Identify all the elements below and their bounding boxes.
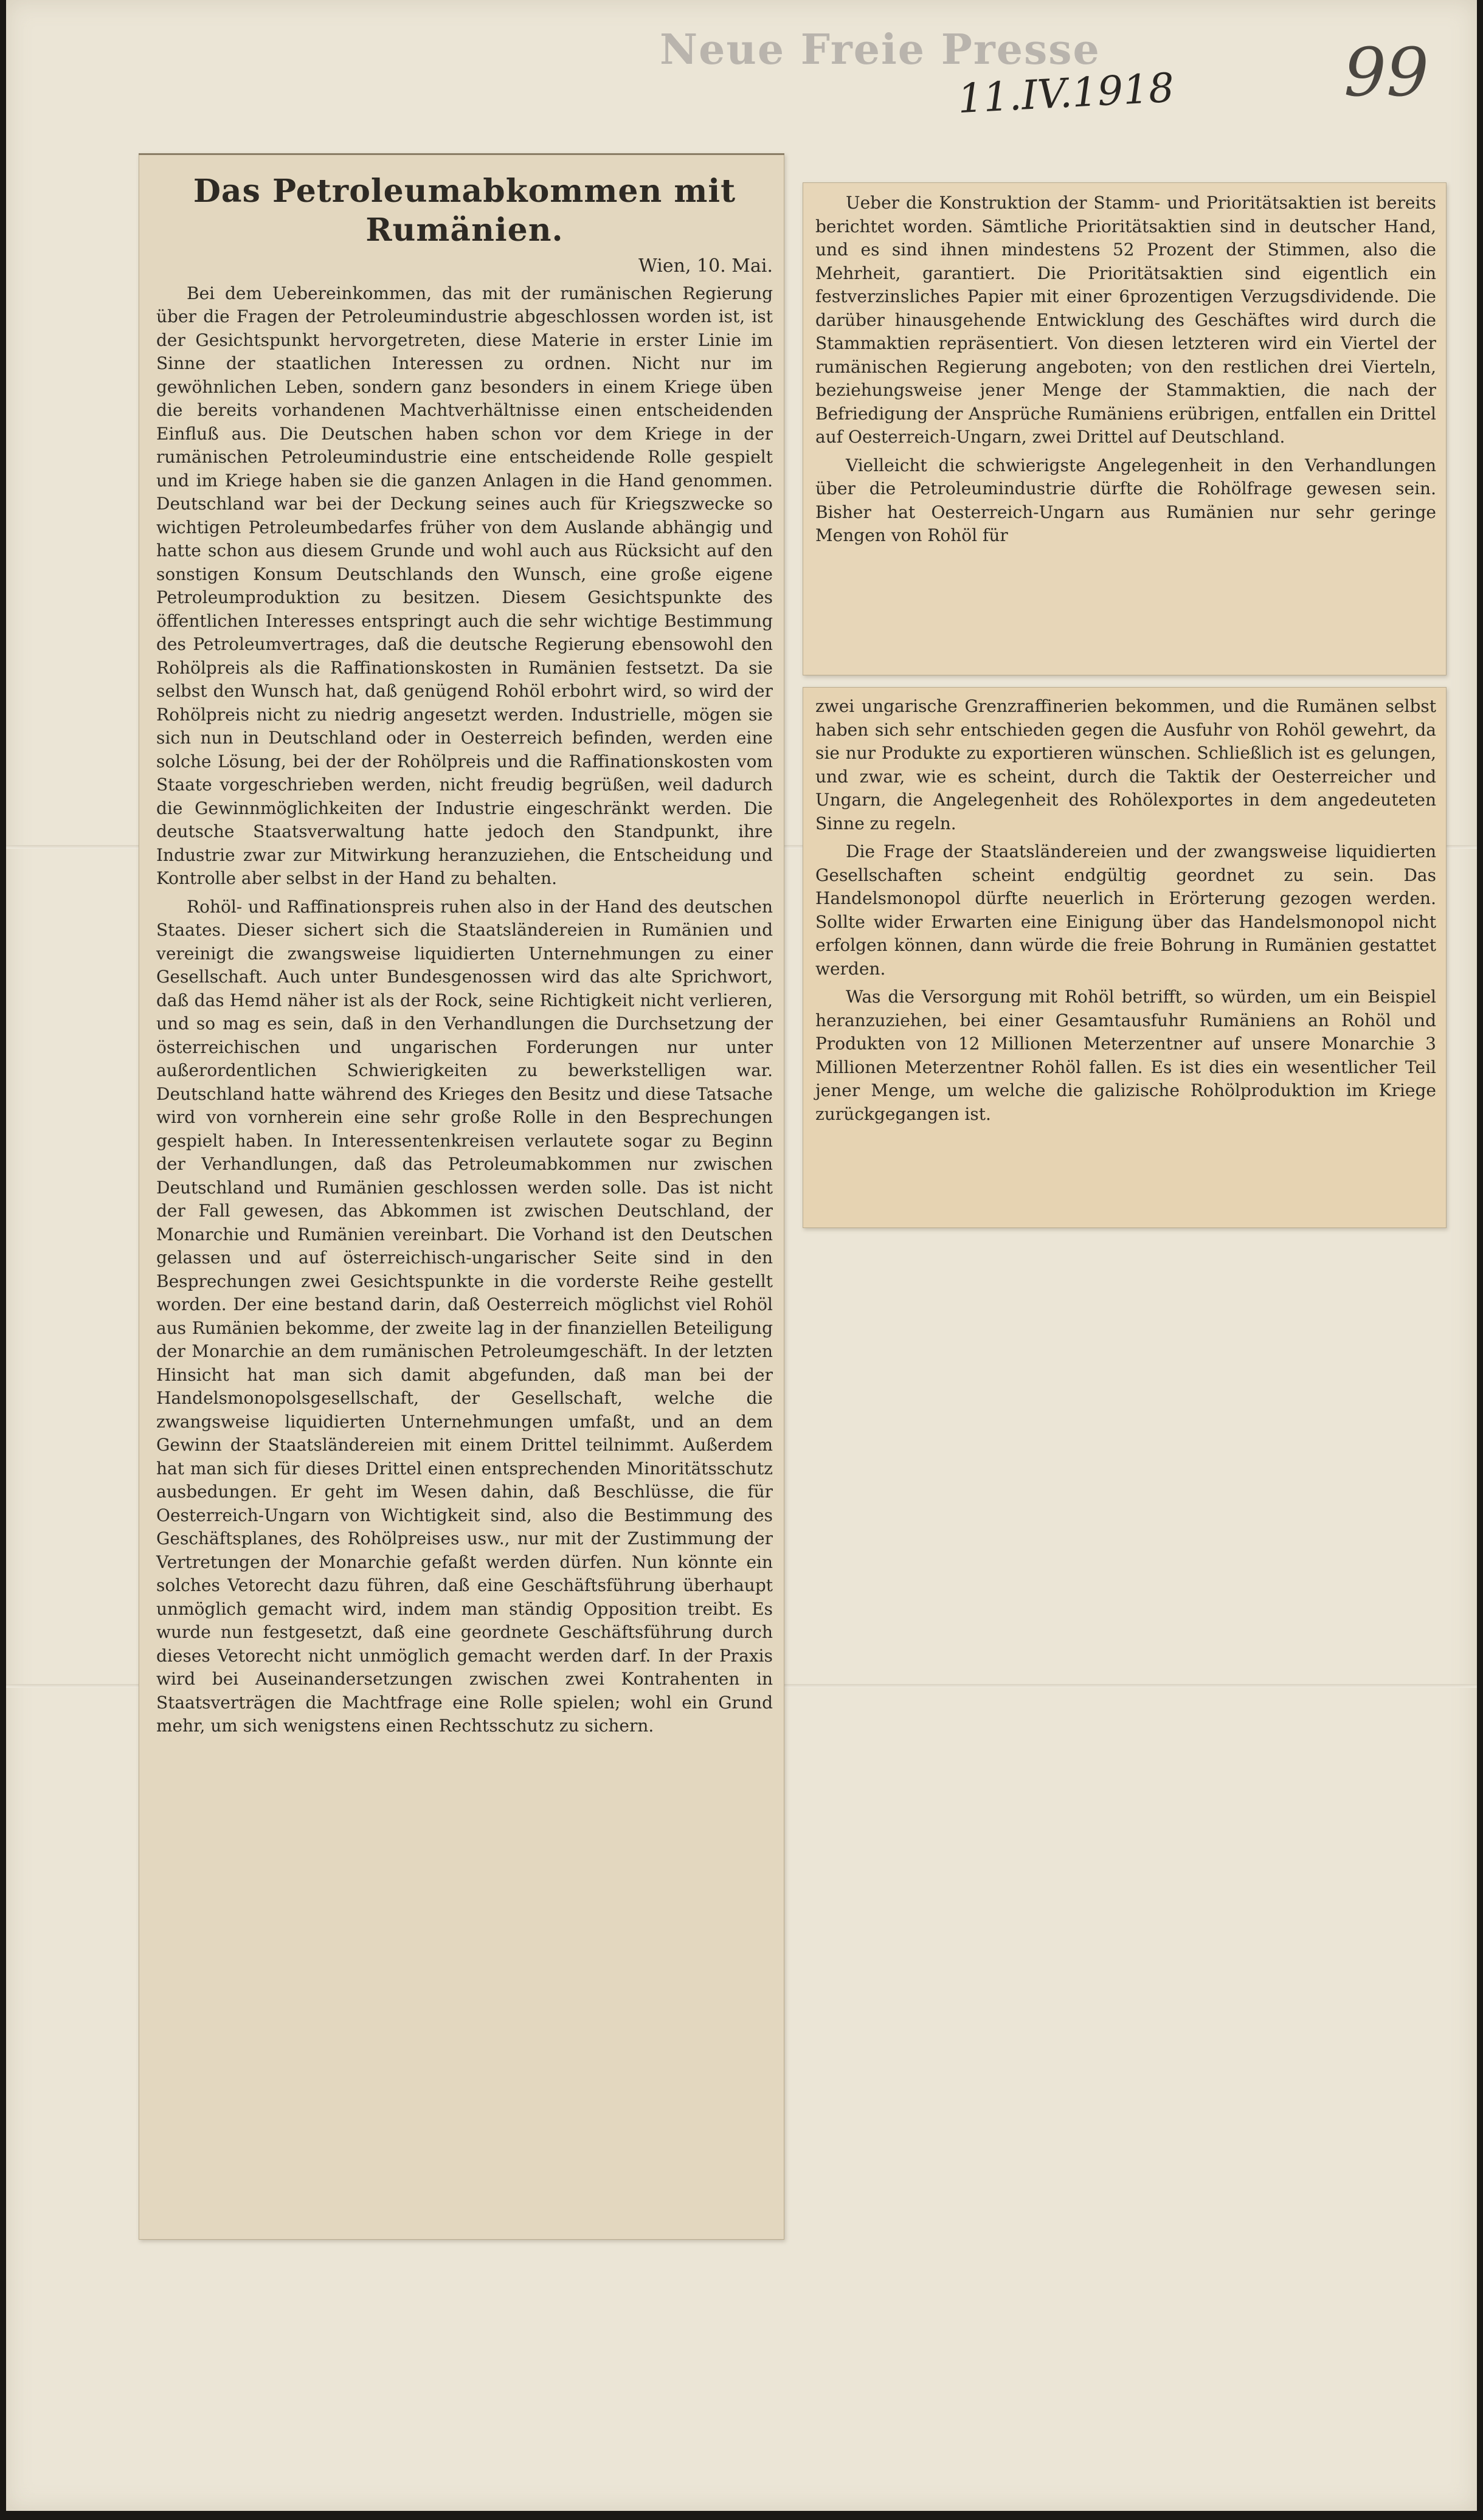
article-clipping-right-bottom bbox=[803, 687, 1447, 1228]
article-paragraph: Rohöl- und Raffinationspreis ruhen also in der Hand des deutschen Staates. Dieser sichert sich die Staatsländereien in Rumänien und vereinigt die zwangsweise liquidierten Unternehmungen zu einer Gesellschaft. Auch unter Bundesgenossen wird das alte Sprichwort, daß das Hemd näher ist als der Rock, seine Richtigkeit nicht verlieren, und so mag es sein, daß in den Verhandlungen die Durchsetzung der österreichischen und ungarischen Forderungen nur unter außerordentlichen Schwierigkeiten zu bewerkstelligen war. Deutschland hatte während des Krieges den Besitz und diese Tatsache wird von vornherein eine sehr große Rolle in den Besprechungen gespielt haben. In Interessentenkreisen verlautete sogar zu Beginn der Verhandlungen, daß das Petroleumabkommen nur zwischen Deutschland und Rumänien geschlossen werden solle. Das ist nicht der Fall gewesen, das Abkommen ist zwischen Deutschland, der Monarchie und Rumänien vereinbart. Die Vorhand ist den Deutschen gelassen und auf österreichisch-ungarischer Seite sind in den Besprechungen zwei Gesichtspunkte in die vorderste Reihe gestellt worden. Der eine bestand darin, daß Oesterreich möglichst viel Rohöl aus Rumänien bekomme, der zweite lag in der finanziellen Beteiligung der Monarchie an dem rumänischen Petroleumgeschäft. In der letzten Hinsicht hat man sich damit abgefunden, daß man bei der Handelsmonopolsgesellschaft, der Gesellschaft, welche die zwangsweise liquidierten Unternehmungen umfaßt, und an dem Gewinn der Staatsländereien mit einem Drittel teilnimmt. Außerdem hat man sich für dieses Drittel einen entsprechenden Minoritätsschutz ausbedungen. Er geht im Wesen dahin, daß Beschlüsse, die für Oesterreich-Ungarn von Wichtigkeit sind, also die Bestimmung des Geschäftsplanes, des Rohölpreises usw., nur mit der Zustimmung der Vertretungen der Monarchie gefaßt werden dürfen. Nun könnte ein solches Vetorecht dazu führen, daß eine Geschäftsführung überhaupt unmöglich gemacht wird, indem man ständig Opposition treibt. Es wurde nun festgesetzt, daß eine geordnete Geschäftsführung durch dieses Vetorecht nicht unmöglich gemacht werden darf. In der Praxis wird bei Auseinandersetzungen zwischen zwei Kontrahenten in Staatsverträgen die Machtfrage eine Rolle spielen; wohl ein Grund mehr, um sich wenigstens einen Rechtsschutz zu sichern. bbox=[156, 896, 773, 1736]
article-paragraph: Bei dem Uebereinkommen, das mit der rumänischen Regierung über die Fragen der Petroleumindustrie abgeschlossen worden ist, ist der Gesichtspunkt hervorgetreten, diese Materie in erster Linie im Sinne der staatlichen Interessen zu ordnen. Nicht nur im gewöhnlichen Leben, sondern ganz besonders in einem Kriege üben die bereits vorhandenen Machtverhältnisse einen entscheidenden Einfluß aus. Die Deutschen haben schon vor dem Kriege in der rumänischen Petroleumindustrie eine entscheidende Rolle gespielt und im Kriege haben sie die ganzen Anlagen in die Hand genommen. Deutschland war bei der Deckung seines auch für Kriegszwecke so wichtigen Petroleumbedarfes früher von dem Auslande abhängig und hatte schon aus diesem Grunde und wohl auch aus Rücksicht auf den sonstigen Konsum Deutschlands den Wunsch, eine große eigene Petroleumproduktion zu besitzen. Diesem Gesichtspunkte des öffentlichen Interesses entspringt auch die sehr wichtige Bestimmung des Petroleumvertrages, daß die deutsche Regierung ebensowohl den Rohölpreis als die Raffinationskosten in Rumänien festsetzt. Da sie selbst den Wunsch hat, daß genügend Rohöl erbohrt wird, so wird der Rohölpreis nicht zu niedrig angesetzt werden. Industrielle, mögen sie sich nun in Deutschland oder in Oesterreich befinden, werden eine solche Lösung, bei der der Rohölpreis und die Raffinationskosten vom Staate vorgeschrieben werden, nicht freudig begrüßen, weil dadurch die Gewinnmöglichkeiten der Industrie eingeschränkt werden. Die deutsche Staatsverwaltung hatte jedoch den Standpunkt, ihre Industrie zwar zur Mitwirkung heranzuziehen, die Entscheidung und Kontrolle aber selbst in der Hand zu behalten. bbox=[156, 283, 773, 888]
article-dateline: Wien, 10. Mai. bbox=[638, 255, 773, 277]
article-clipping-right-top bbox=[803, 182, 1447, 675]
article-paragraph: Die Frage der Staatsländereien und der zwangsweise liquidierten Gesellschaften scheint endgültig geordnet zu sein. Das Handelsmonopol dürfte neuerlich in Erörterung gezogen werden. Sollte wider Erwarten eine Einigung über das Handelsmonopol nicht erfolgen können, dann würde die freie Bohrung in Rumänien gestattet werden. bbox=[815, 841, 1436, 979]
article-clipping-left bbox=[139, 153, 784, 2240]
page-number: 99 bbox=[1344, 33, 1429, 111]
article-paragraph: Vielleicht die schwierigste Angelegenheit in den Verhandlungen über die Petroleumindustrie dürfte die Rohölfrage gewesen sein. Bisher hat Oesterreich-Ungarn aus Rumänien nur sehr geringe Mengen von Rohöl für bbox=[815, 455, 1436, 545]
article-paragraph: Was die Versorgung mit Rohöl betrifft, so würden, um ein Beispiel heranzuziehen, bei einer Gesamtausfuhr Rumäniens an Rohöl und Produkten von 12 Millionen Meterzentner auf unsere Monarchie 3 Millionen Meterzentner Rohöl fallen. Es ist dies ein wesentlicher Teil jener Menge, um welche die galizische Rohölproduktion im Kriege zurückgegangen ist. bbox=[815, 987, 1436, 1124]
handwritten-date: 11.IV.1918 bbox=[956, 64, 1175, 123]
newspaper-stamp: Neue Freie Presse bbox=[660, 26, 1101, 74]
article-headline: Das Petroleumabkommen mit Rumänien. bbox=[193, 173, 736, 249]
article-paragraph: zwei ungarische Grenzraffinerien bekommen, und die Rumänen selbst haben sich sehr entschieden gegen die Ausfuhr von Rohöl gewehrt, da sie nur Produkte zu exportieren wünschen. Schließlich ist es gelungen, und zwar, wie es scheint, durch die Taktik der Oesterreicher und Ungarn, die Angelegenheit des Rohölexportes in dem angedeuteten Sinne zu regeln. bbox=[815, 696, 1436, 834]
article-paragraph: Ueber die Konstruktion der Stamm- und Prioritätsaktien ist bereits berichtet worden. Sämtliche Prioritätsaktien sind in deutscher Hand, und es sind ihnen mindestens 52 Prozent der Stimmen, also die Mehrheit, garantiert. Die Prioritätsaktien sind eigentlich ein festverzinsliches Papier mit einer 6prozentigen Verzugsdividende. Die darüber hinausgehende Entwicklung des Geschäftes wird durch die Stammaktien repräsentiert. Von diesen letzteren wird ein Viertel der rumänischen Regierung angeboten; von den restlichen drei Vierteln, beziehungsweise jener Menge der Stammaktien, die nach der Befriedigung der Ansprüche Rumäniens erübrigen, entfallen ein Drittel auf Oesterreich-Ungarn, zwei Drittel auf Deutschland. bbox=[815, 193, 1436, 447]
clipping-top-rule bbox=[139, 153, 784, 155]
